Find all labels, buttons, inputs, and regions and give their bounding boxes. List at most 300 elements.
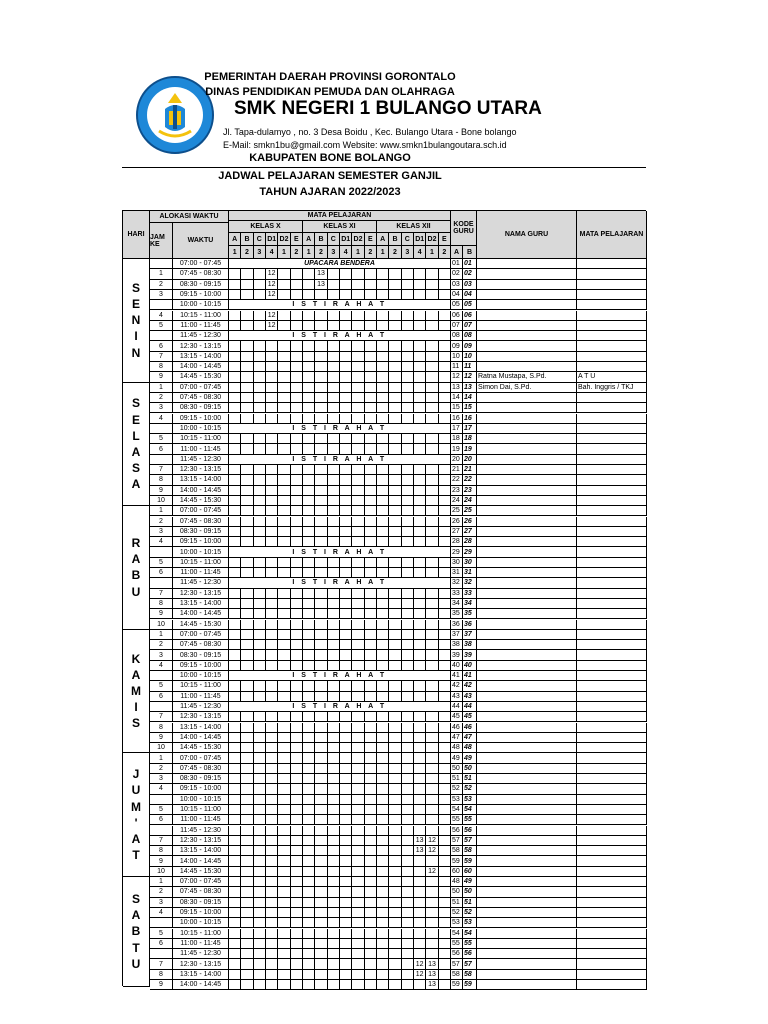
subject-cell — [241, 918, 253, 928]
subject-cell: 13 — [426, 980, 438, 990]
subject-cell — [402, 650, 414, 660]
class-letter: D1 — [414, 233, 426, 246]
subject-cell — [365, 558, 377, 568]
subject-cell — [414, 949, 426, 959]
subject-cell — [303, 733, 315, 743]
subject-cell — [266, 980, 278, 990]
subject-cell — [439, 970, 451, 980]
subject-cell — [266, 867, 278, 877]
subject-cell — [241, 558, 253, 568]
subject-cell — [241, 939, 253, 949]
subject-cell — [365, 650, 377, 660]
mata-pelajaran-cell — [577, 568, 647, 578]
subject-cell — [241, 877, 253, 887]
subject-cell — [439, 311, 451, 321]
subject-cell — [377, 836, 389, 846]
kode-b-cell: 29 — [463, 547, 477, 557]
subject-cell — [278, 496, 290, 506]
waktu-cell: 10:15 - 11:00 — [173, 434, 229, 444]
subject-cell — [352, 280, 364, 290]
nama-guru-header: NAMA GURU — [477, 211, 577, 259]
subject-cell — [315, 321, 327, 331]
mata-pelajaran-cell — [577, 630, 647, 640]
subject-cell — [365, 352, 377, 362]
subject-cell — [439, 341, 451, 351]
subject-cell — [352, 939, 364, 949]
subject-cell — [426, 898, 438, 908]
subject-cell — [340, 681, 352, 691]
subject-cell — [340, 743, 352, 753]
subject-cell — [377, 599, 389, 609]
nama-guru-cell — [477, 444, 577, 454]
subject-cell — [315, 434, 327, 444]
kode-b-cell: 04 — [463, 290, 477, 300]
subject-cell — [377, 630, 389, 640]
subject-cell: 12 — [414, 959, 426, 969]
subject-cell — [414, 527, 426, 537]
class-number: 4 — [266, 246, 278, 259]
subject-cell — [229, 784, 241, 794]
kode-b-cell: 57 — [463, 959, 477, 969]
subject-cell — [229, 403, 241, 413]
subject-cell — [291, 640, 303, 650]
subject-cell — [377, 609, 389, 619]
subject-cell — [254, 980, 266, 990]
subject-cell — [254, 475, 266, 485]
subject-cell — [439, 640, 451, 650]
subject-cell — [426, 362, 438, 372]
subject-cell — [278, 506, 290, 516]
kode-b-cell: 46 — [463, 723, 477, 733]
subject-cell — [352, 836, 364, 846]
subject-cell — [352, 795, 364, 805]
mata-pelajaran-cell — [577, 290, 647, 300]
subject-cell — [291, 661, 303, 671]
mata-pelajaran-cell — [577, 846, 647, 856]
subject-cell — [340, 383, 352, 393]
subject-cell — [291, 836, 303, 846]
nama-guru-cell — [477, 259, 577, 269]
nama-guru-cell — [477, 321, 577, 331]
subject-cell — [365, 959, 377, 969]
jam-ke-cell: 9 — [150, 733, 173, 743]
kode-a-cell: 59 — [451, 980, 463, 990]
subject-cell — [241, 867, 253, 877]
subject-cell — [340, 774, 352, 784]
subject-cell — [414, 352, 426, 362]
subject-cell — [278, 898, 290, 908]
jam-ke-cell: 6 — [150, 341, 173, 351]
waktu-cell: 10:00 - 10:15 — [173, 300, 229, 310]
subject-cell — [340, 712, 352, 722]
kode-b-cell: 54 — [463, 805, 477, 815]
subject-cell — [278, 733, 290, 743]
subject-cell — [254, 918, 266, 928]
subject-cell — [439, 784, 451, 794]
subject-cell — [389, 609, 401, 619]
subject-cell — [241, 846, 253, 856]
kode-a-cell: 14 — [451, 393, 463, 403]
subject-cell — [254, 970, 266, 980]
nama-guru-cell — [477, 589, 577, 599]
subject-cell — [266, 712, 278, 722]
subject-cell — [426, 856, 438, 866]
kode-a-cell: 51 — [451, 774, 463, 784]
subject-cell — [315, 465, 327, 475]
subject-cell — [254, 517, 266, 527]
kode-a-cell: 56 — [451, 949, 463, 959]
subject-cell — [340, 280, 352, 290]
nama-guru-cell — [477, 949, 577, 959]
mata-pelajaran-cell — [577, 393, 647, 403]
subject-cell — [303, 434, 315, 444]
subject-cell — [254, 681, 266, 691]
subject-cell — [340, 723, 352, 733]
subject-cell — [365, 414, 377, 424]
waktu-cell: 14:45 - 15:30 — [173, 743, 229, 753]
jam-ke-header: JAM KE — [150, 223, 173, 259]
subject-cell — [426, 640, 438, 650]
subject-cell — [328, 527, 340, 537]
subject-cell — [229, 723, 241, 733]
subject-cell — [439, 743, 451, 753]
class-letter: D1 — [340, 233, 352, 246]
kode-b-cell: 52 — [463, 784, 477, 794]
subject-cell — [241, 650, 253, 660]
subject-cell — [291, 826, 303, 836]
subject-cell — [377, 362, 389, 372]
subject-cell — [266, 681, 278, 691]
subject-cell — [241, 589, 253, 599]
subject-cell — [229, 589, 241, 599]
subject-cell — [229, 290, 241, 300]
subject-cell — [402, 753, 414, 763]
subject-cell — [426, 774, 438, 784]
subject-cell — [328, 650, 340, 660]
subject-cell — [291, 723, 303, 733]
mata-pelajaran-cell — [577, 455, 647, 465]
subject-cell — [426, 692, 438, 702]
jam-ke-cell: 4 — [150, 537, 173, 547]
subject-cell — [426, 723, 438, 733]
nama-guru-cell — [477, 547, 577, 557]
subject-cell — [377, 311, 389, 321]
kode-b-cell: 21 — [463, 465, 477, 475]
subject-cell — [254, 929, 266, 939]
subject-cell — [229, 743, 241, 753]
day-letter: U — [131, 783, 141, 798]
subject-cell — [389, 661, 401, 671]
subject-cell — [303, 444, 315, 454]
jam-ke-cell: 5 — [150, 681, 173, 691]
subject-cell: 12 — [266, 280, 278, 290]
nama-guru-cell — [477, 681, 577, 691]
subject-cell — [340, 321, 352, 331]
mata-pelajaran-cell — [577, 661, 647, 671]
subject-cell — [340, 650, 352, 660]
subject-cell — [328, 867, 340, 877]
subject-cell — [291, 558, 303, 568]
subject-cell — [229, 836, 241, 846]
subject-cell — [426, 630, 438, 640]
subject-cell — [389, 269, 401, 279]
subject-cell — [402, 568, 414, 578]
subject-cell — [389, 517, 401, 527]
nama-guru-cell — [477, 331, 577, 341]
jam-ke-cell: 9 — [150, 856, 173, 866]
subject-cell — [291, 949, 303, 959]
subject-cell — [377, 475, 389, 485]
subject-cell — [229, 712, 241, 722]
subject-cell — [291, 414, 303, 424]
kode-a-cell: 12 — [451, 372, 463, 382]
subject-cell — [340, 908, 352, 918]
subject-cell — [377, 723, 389, 733]
subject-cell — [402, 599, 414, 609]
subject-cell — [402, 444, 414, 454]
subject-cell — [352, 414, 364, 424]
subject-cell — [303, 290, 315, 300]
subject-cell — [402, 527, 414, 537]
kode-a-cell: 44 — [451, 702, 463, 712]
subject-cell — [266, 795, 278, 805]
subject-cell — [303, 959, 315, 969]
waktu-cell: 13:15 - 14:00 — [173, 599, 229, 609]
subject-cell — [426, 753, 438, 763]
subject-cell — [254, 887, 266, 897]
subject-cell: 12 — [266, 321, 278, 331]
subject-cell — [328, 815, 340, 825]
subject-cell — [328, 805, 340, 815]
subject-cell — [315, 486, 327, 496]
mata-pelajaran-cell — [577, 980, 647, 990]
subject-cell: 13 — [426, 970, 438, 980]
subject-cell — [414, 743, 426, 753]
waktu-cell: 14:45 - 15:30 — [173, 496, 229, 506]
jam-ke-cell: 1 — [150, 383, 173, 393]
subject-cell — [291, 681, 303, 691]
waktu-cell: 14:00 - 14:45 — [173, 486, 229, 496]
subject-cell — [254, 877, 266, 887]
jam-ke-cell — [150, 702, 173, 712]
subject-cell — [439, 280, 451, 290]
jam-ke-cell: 9 — [150, 486, 173, 496]
subject-cell — [402, 269, 414, 279]
kode-b-cell: 35 — [463, 609, 477, 619]
subject-cell — [303, 723, 315, 733]
kode-a-cell: 60 — [451, 867, 463, 877]
subject-cell — [365, 918, 377, 928]
nama-guru-cell — [477, 939, 577, 949]
subject-cell — [266, 784, 278, 794]
subject-cell — [426, 372, 438, 382]
subject-cell — [340, 826, 352, 836]
subject-cell — [402, 733, 414, 743]
subject-cell — [377, 414, 389, 424]
kode-b-cell: 52 — [463, 908, 477, 918]
subject-cell — [303, 609, 315, 619]
subject-cell — [229, 444, 241, 454]
mata-pelajaran-cell — [577, 589, 647, 599]
subject-cell — [402, 311, 414, 321]
subject-cell — [315, 918, 327, 928]
subject-cell — [254, 290, 266, 300]
class-letter: C — [328, 233, 340, 246]
subject-cell — [426, 558, 438, 568]
subject-cell — [340, 589, 352, 599]
subject-cell — [241, 743, 253, 753]
subject-cell — [315, 846, 327, 856]
subject-cell — [303, 918, 315, 928]
subject-cell — [328, 753, 340, 763]
subject-cell — [365, 280, 377, 290]
subject-cell — [291, 908, 303, 918]
subject-cell — [278, 434, 290, 444]
subject-cell — [328, 352, 340, 362]
jam-ke-cell: 7 — [150, 712, 173, 722]
subject-cell — [414, 558, 426, 568]
subject-cell — [402, 929, 414, 939]
subject-cell — [414, 517, 426, 527]
class-number: 3 — [328, 246, 340, 259]
day-letter: S — [131, 716, 140, 731]
class-number: 3 — [402, 246, 414, 259]
kode-b-cell: 53 — [463, 918, 477, 928]
subject-cell — [377, 784, 389, 794]
subject-cell — [402, 321, 414, 331]
subject-cell — [352, 620, 364, 630]
subject-cell — [439, 836, 451, 846]
subject-cell — [377, 764, 389, 774]
subject-cell — [315, 609, 327, 619]
waktu-cell: 10:15 - 11:00 — [173, 311, 229, 321]
subject-cell — [303, 815, 315, 825]
kelas-header: KELAS XII — [377, 221, 451, 233]
kode-b-cell: 54 — [463, 929, 477, 939]
subject-cell — [254, 815, 266, 825]
subject-cell — [377, 815, 389, 825]
subject-cell — [229, 537, 241, 547]
subject-cell — [315, 949, 327, 959]
subject-cell — [266, 444, 278, 454]
subject-cell — [340, 784, 352, 794]
subject-cell — [365, 444, 377, 454]
subject-cell — [291, 959, 303, 969]
waktu-cell: 12:30 - 13:15 — [173, 589, 229, 599]
subject-cell — [439, 949, 451, 959]
subject-cell — [377, 980, 389, 990]
subject-cell — [389, 753, 401, 763]
subject-cell — [303, 836, 315, 846]
subject-cell — [303, 341, 315, 351]
subject-cell — [426, 311, 438, 321]
subject-cell — [402, 867, 414, 877]
subject-cell — [328, 784, 340, 794]
day-letter: S — [131, 892, 140, 907]
kode-a-cell: 22 — [451, 475, 463, 485]
kode-a-cell: 58 — [451, 970, 463, 980]
subject-cell — [365, 743, 377, 753]
subject-cell — [352, 517, 364, 527]
kode-b-cell: 13 — [463, 383, 477, 393]
subject-cell — [303, 620, 315, 630]
jam-ke-cell: 5 — [150, 805, 173, 815]
mata-pelajaran-cell — [577, 836, 647, 846]
jam-ke-cell — [150, 949, 173, 959]
subject-cell — [241, 887, 253, 897]
subject-cell — [254, 846, 266, 856]
subject-cell — [377, 620, 389, 630]
kode-a-cell: 35 — [451, 609, 463, 619]
class-number: 3 — [254, 246, 266, 259]
subject-cell — [303, 681, 315, 691]
mata-pelajaran-cell — [577, 341, 647, 351]
subject-cell — [278, 815, 290, 825]
subject-cell — [241, 496, 253, 506]
subject-cell — [291, 599, 303, 609]
subject-cell — [254, 280, 266, 290]
mata-pelajaran-cell — [577, 908, 647, 918]
kode-b-cell: 01 — [463, 259, 477, 269]
subject-cell — [426, 805, 438, 815]
subject-cell — [241, 506, 253, 516]
subject-cell — [241, 609, 253, 619]
subject-cell — [229, 486, 241, 496]
subject-cell — [303, 414, 315, 424]
waktu-cell: 09:15 - 10:00 — [173, 661, 229, 671]
waktu-cell: 11:45 - 12:30 — [173, 455, 229, 465]
kode-a-cell: 52 — [451, 784, 463, 794]
kode-b-cell: 51 — [463, 774, 477, 784]
subject-cell — [291, 692, 303, 702]
subject-cell — [426, 661, 438, 671]
subject-cell — [241, 486, 253, 496]
subject-cell — [340, 403, 352, 413]
subject-cell — [340, 692, 352, 702]
subject-cell — [266, 393, 278, 403]
subject-cell — [278, 712, 290, 722]
subject-cell — [377, 558, 389, 568]
subject-cell — [254, 414, 266, 424]
subject-cell — [278, 414, 290, 424]
waktu-cell: 14:00 - 14:45 — [173, 609, 229, 619]
jam-ke-cell: 3 — [150, 898, 173, 908]
kode-a-cell: 15 — [451, 403, 463, 413]
kode-b-cell: 48 — [463, 743, 477, 753]
kode-a-cell: 36 — [451, 620, 463, 630]
subject-cell — [328, 393, 340, 403]
subject-cell — [315, 661, 327, 671]
subject-cell — [377, 403, 389, 413]
mata-pelajaran-cell — [577, 486, 647, 496]
nama-guru-cell — [477, 578, 577, 588]
waktu-cell: 11:00 - 11:45 — [173, 444, 229, 454]
subject-cell — [377, 568, 389, 578]
subject-cell — [254, 692, 266, 702]
subject-cell — [266, 733, 278, 743]
jam-ke-cell: 2 — [150, 393, 173, 403]
subject-cell — [229, 959, 241, 969]
subject-cell — [365, 795, 377, 805]
subject-cell — [377, 918, 389, 928]
mata-pelajaran-cell: A T U — [577, 372, 647, 382]
jam-ke-cell: 1 — [150, 506, 173, 516]
kode-a-cell: 05 — [451, 300, 463, 310]
subject-cell — [377, 393, 389, 403]
kode-a-cell: 16 — [451, 414, 463, 424]
kode-a-cell: 50 — [451, 764, 463, 774]
subject-cell — [291, 805, 303, 815]
